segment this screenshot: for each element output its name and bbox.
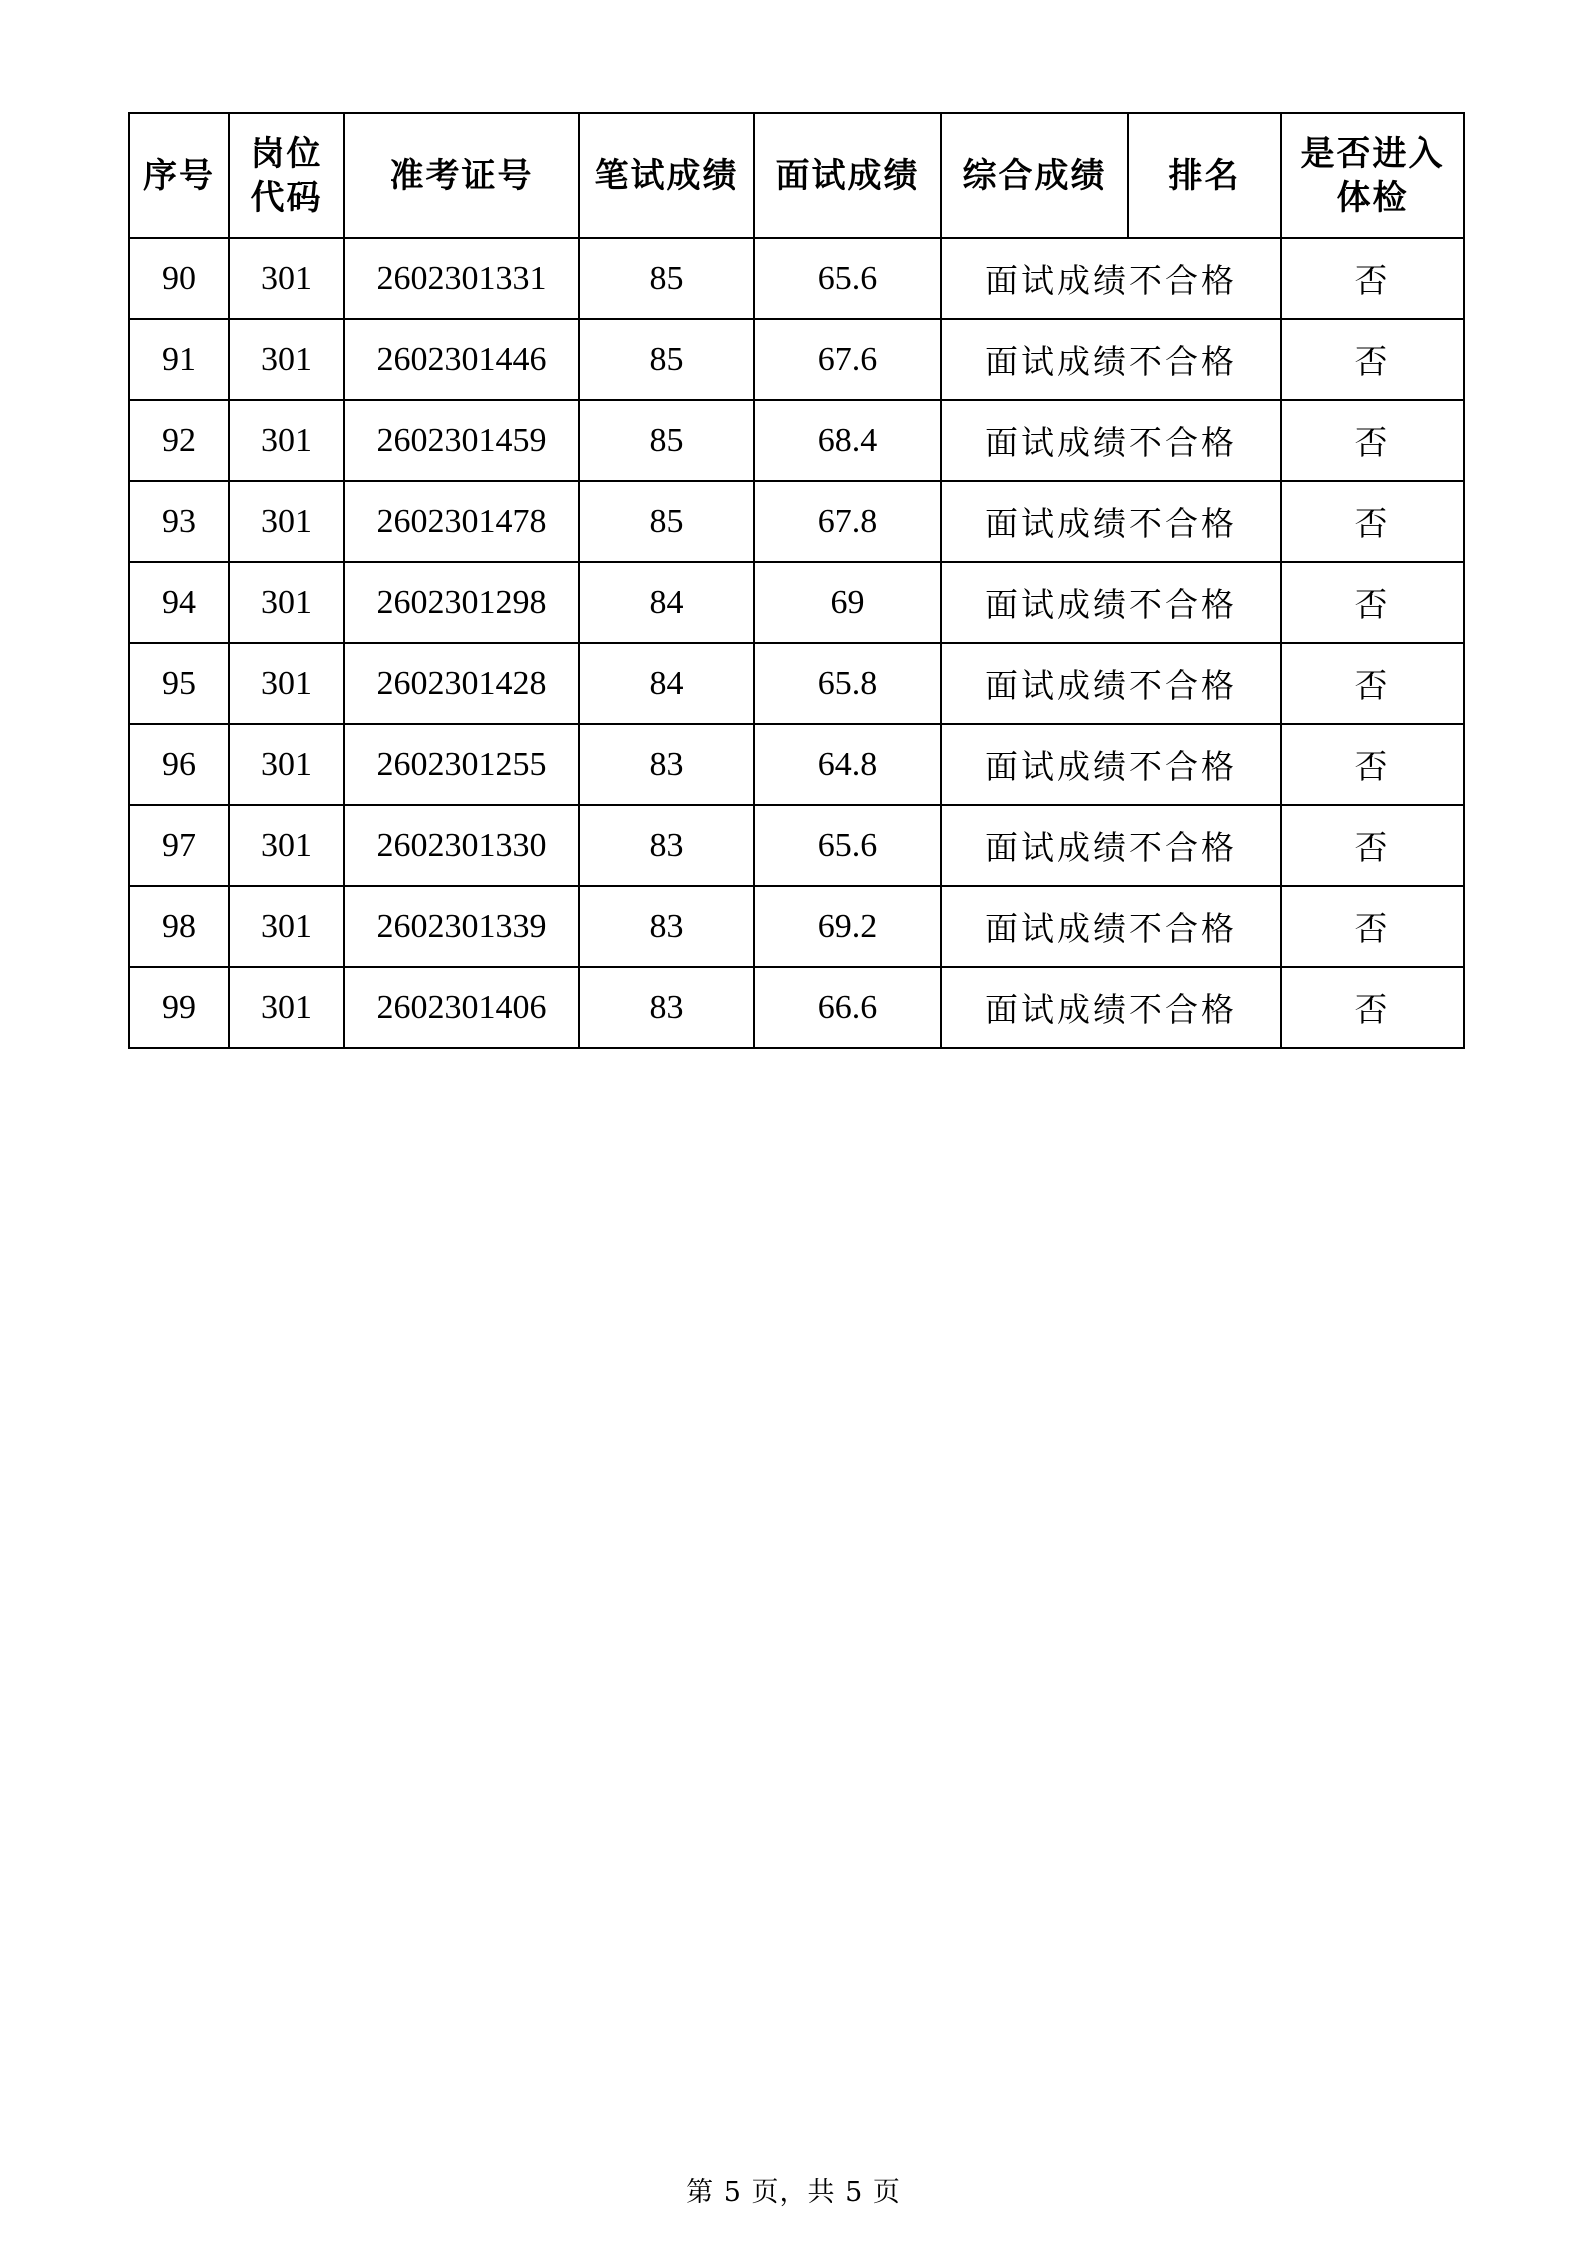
cell-physical-exam: 否 (1281, 481, 1464, 562)
table-row (129, 319, 1464, 400)
cell-seq: 92 (129, 400, 229, 481)
cell-physical-exam: 否 (1281, 805, 1464, 886)
cell-written-score: 83 (579, 724, 754, 805)
cell-ticket-no: 2602301428 (344, 643, 579, 724)
cell-ticket-no: 2602301331 (344, 238, 579, 319)
cell-interview-score: 69.2 (754, 886, 941, 967)
table-row (129, 643, 1464, 724)
cell-physical-exam: 否 (1281, 886, 1464, 967)
page-footer: 第 5 页，共 5 页 (686, 2177, 901, 2208)
cell-interview-score: 67.6 (754, 319, 941, 400)
cell-written-score: 85 (579, 400, 754, 481)
cell-seq: 91 (129, 319, 229, 400)
table-row (129, 400, 1464, 481)
cell-seq: 96 (129, 724, 229, 805)
cell-interview-score: 65.6 (754, 805, 941, 886)
cell-seq: 98 (129, 886, 229, 967)
header-post-code-line1: 岗位 (250, 133, 323, 174)
table-row (129, 481, 1464, 562)
table-row (129, 562, 1464, 643)
cell-post-code: 301 (229, 562, 344, 643)
header-interview-score: 面试成绩 (754, 113, 941, 238)
table-header-row (129, 113, 1464, 238)
cell-result-note: 面试成绩不合格 (941, 562, 1281, 643)
cell-physical-exam: 否 (1281, 238, 1464, 319)
cell-physical-exam: 否 (1281, 724, 1464, 805)
cell-ticket-no: 2602301478 (344, 481, 579, 562)
cell-post-code: 301 (229, 319, 344, 400)
cell-post-code: 301 (229, 400, 344, 481)
score-table (128, 112, 1465, 1049)
cell-seq: 99 (129, 967, 229, 1048)
cell-seq: 95 (129, 643, 229, 724)
cell-result-note: 面试成绩不合格 (941, 724, 1281, 805)
cell-post-code: 301 (229, 805, 344, 886)
cell-ticket-no: 2602301255 (344, 724, 579, 805)
table-body (129, 238, 1464, 1048)
cell-seq: 97 (129, 805, 229, 886)
cell-result-note: 面试成绩不合格 (941, 967, 1281, 1048)
header-written-score: 笔试成绩 (579, 113, 754, 238)
cell-ticket-no: 2602301459 (344, 400, 579, 481)
table-row (129, 238, 1464, 319)
header-physical-exam-line1: 是否进入 (1300, 133, 1445, 174)
cell-result-note: 面试成绩不合格 (941, 481, 1281, 562)
header-physical-exam-line2: 体检 (1336, 177, 1409, 218)
cell-ticket-no: 2602301298 (344, 562, 579, 643)
cell-interview-score: 66.6 (754, 967, 941, 1048)
cell-result-note: 面试成绩不合格 (941, 886, 1281, 967)
header-post-code (229, 113, 344, 238)
cell-interview-score: 65.6 (754, 238, 941, 319)
table-row (129, 967, 1464, 1048)
cell-physical-exam: 否 (1281, 400, 1464, 481)
cell-interview-score: 65.8 (754, 643, 941, 724)
cell-ticket-no: 2602301446 (344, 319, 579, 400)
cell-post-code: 301 (229, 967, 344, 1048)
cell-post-code: 301 (229, 238, 344, 319)
cell-physical-exam: 否 (1281, 643, 1464, 724)
cell-result-note: 面试成绩不合格 (941, 238, 1281, 319)
cell-physical-exam: 否 (1281, 562, 1464, 643)
cell-ticket-no: 2602301339 (344, 886, 579, 967)
cell-ticket-no: 2602301406 (344, 967, 579, 1048)
cell-ticket-no: 2602301330 (344, 805, 579, 886)
cell-seq: 90 (129, 238, 229, 319)
header-ticket-no: 准考证号 (344, 113, 579, 238)
cell-physical-exam: 否 (1281, 967, 1464, 1048)
cell-result-note: 面试成绩不合格 (941, 805, 1281, 886)
cell-post-code: 301 (229, 643, 344, 724)
cell-post-code: 301 (229, 481, 344, 562)
cell-written-score: 83 (579, 805, 754, 886)
cell-written-score: 85 (579, 481, 754, 562)
cell-interview-score: 67.8 (754, 481, 941, 562)
table-row (129, 805, 1464, 886)
header-seq: 序号 (129, 113, 229, 238)
cell-written-score: 83 (579, 886, 754, 967)
cell-written-score: 85 (579, 319, 754, 400)
cell-result-note: 面试成绩不合格 (941, 400, 1281, 481)
cell-interview-score: 68.4 (754, 400, 941, 481)
cell-physical-exam: 否 (1281, 319, 1464, 400)
cell-seq: 93 (129, 481, 229, 562)
cell-written-score: 84 (579, 643, 754, 724)
cell-result-note: 面试成绩不合格 (941, 643, 1281, 724)
cell-post-code: 301 (229, 724, 344, 805)
header-composite-score: 综合成绩 (941, 113, 1128, 238)
cell-interview-score: 69 (754, 562, 941, 643)
cell-written-score: 83 (579, 967, 754, 1048)
header-post-code-line2: 代码 (250, 177, 323, 218)
header-physical-exam (1281, 113, 1464, 238)
header-rank: 排名 (1128, 113, 1281, 238)
cell-result-note: 面试成绩不合格 (941, 319, 1281, 400)
table-row (129, 724, 1464, 805)
cell-written-score: 84 (579, 562, 754, 643)
cell-post-code: 301 (229, 886, 344, 967)
cell-interview-score: 64.8 (754, 724, 941, 805)
table-row (129, 886, 1464, 967)
cell-seq: 94 (129, 562, 229, 643)
cell-written-score: 85 (579, 238, 754, 319)
